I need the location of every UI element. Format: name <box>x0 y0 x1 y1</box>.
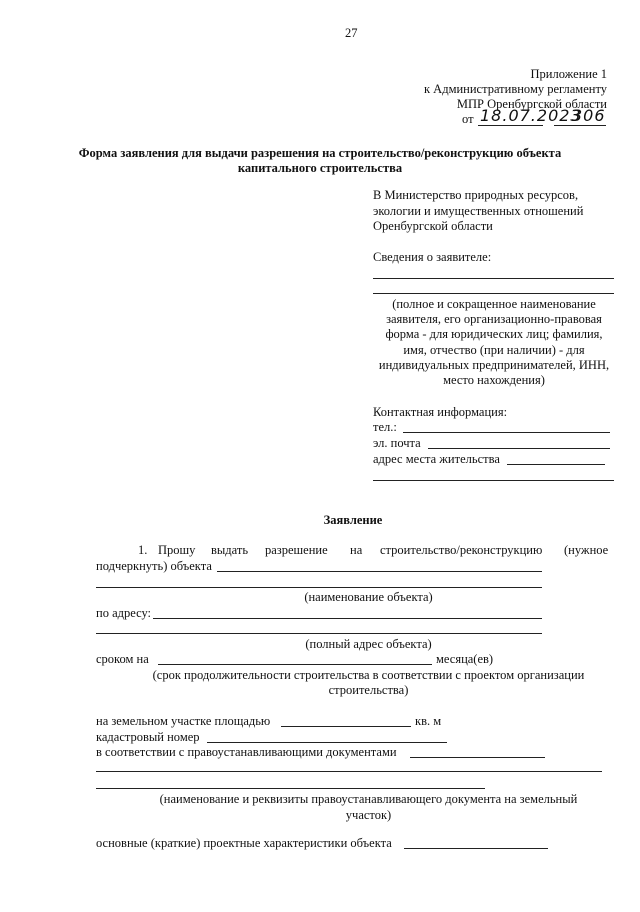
term-label: сроком на <box>96 652 149 666</box>
applicant-label: Сведения о заявителе: <box>373 250 492 264</box>
addressee-line-3: Оренбургской области <box>373 219 493 233</box>
appendix-line-2: к Административному регламенту <box>423 82 607 96</box>
cadastral-label: кадастровый номер <box>96 730 200 744</box>
date-underline <box>478 125 543 126</box>
applicant-note-4: имя, отчество (при наличии) - для <box>403 343 585 357</box>
appendix-line-1: Приложение 1 <box>530 67 607 81</box>
p1-word-1: 1. <box>138 543 148 557</box>
object-field-1[interactable] <box>217 571 542 572</box>
address-field-2[interactable] <box>373 480 614 481</box>
characteristics-label: основные (краткие) проектные характеристики объекта <box>96 836 392 850</box>
addressee-line-2: экологии и имущественных отношений <box>373 204 584 218</box>
land-area-field[interactable] <box>281 726 411 727</box>
number-underline <box>554 125 606 126</box>
land-area-label: на земельном участке площадью <box>96 714 271 728</box>
applicant-note-1: (полное и сокращенное наименование <box>392 297 596 311</box>
object-field-2[interactable] <box>96 587 542 588</box>
land-area-unit: кв. м <box>415 714 442 728</box>
handwritten-date: 18.07.2023 <box>480 106 582 125</box>
docs-field-1[interactable] <box>410 757 545 758</box>
p1-word-4: разрешение <box>265 543 328 557</box>
statement-heading: Заявление <box>323 513 383 527</box>
object-address-note: (полный адрес объекта) <box>305 637 432 651</box>
term-suffix: месяца(ев) <box>436 652 494 666</box>
phone-label: тел.: <box>373 420 397 434</box>
term-note-2: строительства) <box>328 683 409 697</box>
p1-word-6: строительство/реконструкцию <box>380 543 543 557</box>
p1-word-3: выдать <box>211 543 249 557</box>
applicant-field-2[interactable] <box>373 293 614 294</box>
object-note: (наименование объекта) <box>304 590 433 604</box>
applicant-note-5: индивидуальных предпринимателей, ИНН, <box>378 358 610 372</box>
address-field[interactable] <box>507 464 605 465</box>
object-address-field-1[interactable] <box>153 618 542 619</box>
object-address-field-2[interactable] <box>96 633 542 634</box>
docs-label: в соответствии с правоустанавливающими документами <box>96 745 397 759</box>
docs-field-2[interactable] <box>96 771 602 772</box>
applicant-note-3: форма - для юридических лиц; фамилия, <box>385 327 603 341</box>
handwritten-number: 306 <box>572 106 606 125</box>
email-field[interactable] <box>428 448 610 449</box>
appendix-line-3: МПР Оренбургской области <box>456 97 607 111</box>
p1-word-2: Прошу <box>158 543 196 557</box>
p1-word-5: на <box>350 543 363 557</box>
email-label: эл. почта <box>373 436 421 450</box>
form-title-line-2: капитального строительства <box>237 161 403 175</box>
term-note-1: (срок продолжительности строительства в соответствии с проектом организации <box>152 668 585 682</box>
applicant-note-2: заявителя, его организационно-правовая <box>386 312 602 326</box>
cadastral-field[interactable] <box>207 742 447 743</box>
p1-line-2: подчеркнуть) объекта <box>96 559 212 573</box>
phone-field[interactable] <box>403 432 610 433</box>
docs-note-2: участок) <box>345 808 392 822</box>
docs-note-1: (наименование и реквизиты правоустанавливающего документа на земельный <box>159 792 578 806</box>
applicant-field-1[interactable] <box>373 278 614 279</box>
addressee-line-1: В Министерство природных ресурсов, <box>373 188 579 202</box>
appendix-from-label: от <box>462 112 474 126</box>
object-address-label: по адресу: <box>96 606 152 620</box>
p1-word-7: (нужное <box>564 543 609 557</box>
contacts-label: Контактная информация: <box>373 405 508 419</box>
docs-field-3[interactable] <box>96 788 485 789</box>
page-number: 27 <box>345 26 358 40</box>
address-label: адрес места жительства <box>373 452 500 466</box>
applicant-note-6: место нахождения) <box>443 373 545 387</box>
form-title-line-1: Форма заявления для выдачи разрешения на строительство/реконструкцию объекта <box>78 146 562 160</box>
term-field[interactable] <box>158 664 432 665</box>
characteristics-field[interactable] <box>404 848 548 849</box>
